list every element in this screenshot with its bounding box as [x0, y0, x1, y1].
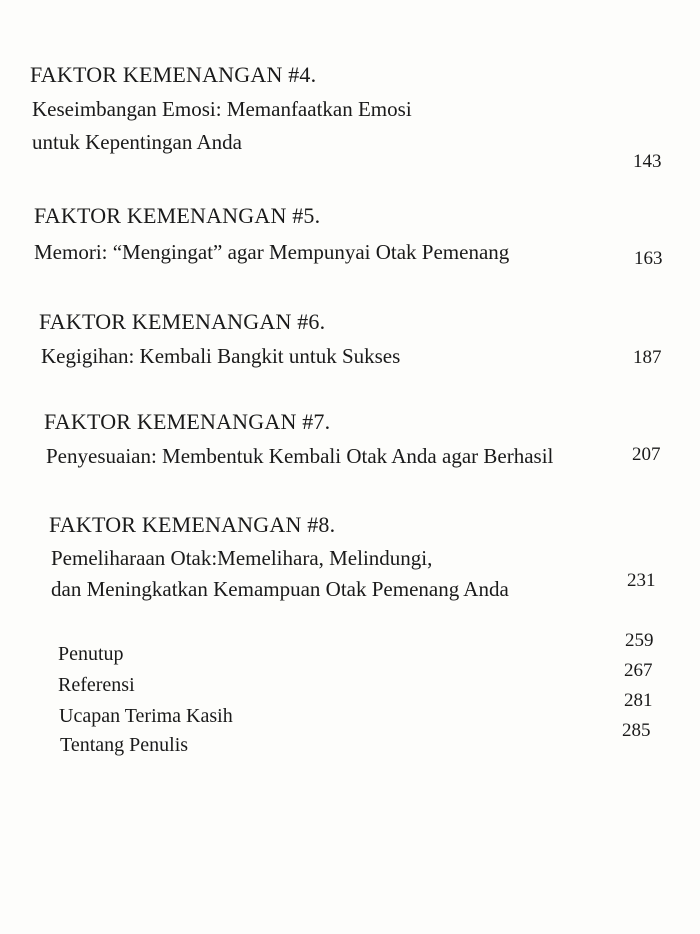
toc-page-4: 143 — [633, 151, 662, 172]
end-item-penutup: Penutup — [58, 643, 124, 665]
toc-heading-7: FAKTOR KEMENANGAN #7. — [44, 409, 331, 434]
toc-heading-8: FAKTOR KEMENANGAN #8. — [49, 512, 336, 537]
toc-page-6: 187 — [633, 347, 662, 368]
end-page-ucapan-terima-kasih: 281 — [624, 690, 653, 711]
toc-heading-4: FAKTOR KEMENANGAN #4. — [30, 62, 317, 87]
toc-title-8-line-2: dan Meningkatkan Kemampuan Otak Pemenang Anda — [51, 577, 509, 601]
toc-title-4-line-2: untuk Kepentingan Anda — [32, 130, 242, 154]
end-page-referensi: 267 — [624, 660, 653, 681]
toc-page-5: 163 — [634, 248, 663, 269]
toc-heading-6: FAKTOR KEMENANGAN #6. — [39, 309, 326, 334]
toc-page-7: 207 — [632, 444, 661, 465]
toc-page-8: 231 — [627, 570, 656, 591]
toc-title-7-line-1: Penyesuaian: Membentuk Kembali Otak Anda agar Berhasil — [46, 444, 554, 468]
end-item-tentang-penulis: Tentang Penulis — [60, 734, 189, 756]
end-page-tentang-penulis: 285 — [622, 720, 651, 741]
toc-title-4-line-1: Keseimbangan Emosi: Memanfaatkan Emosi — [32, 97, 412, 121]
end-item-referensi: Referensi — [58, 674, 135, 696]
end-page-penutup: 259 — [625, 630, 654, 651]
toc-title-6-line-1: Kegigihan: Kembali Bangkit untuk Sukses — [41, 344, 401, 368]
end-item-ucapan-terima-kasih: Ucapan Terima Kasih — [59, 705, 233, 727]
toc-title-8-line-1: Pemeliharaan Otak:Memelihara, Melindungi, — [51, 546, 433, 570]
toc-heading-5: FAKTOR KEMENANGAN #5. — [34, 203, 321, 228]
toc-title-5-line-1: Memori: “Mengingat” agar Mempunyai Otak Pemenang — [34, 240, 510, 264]
